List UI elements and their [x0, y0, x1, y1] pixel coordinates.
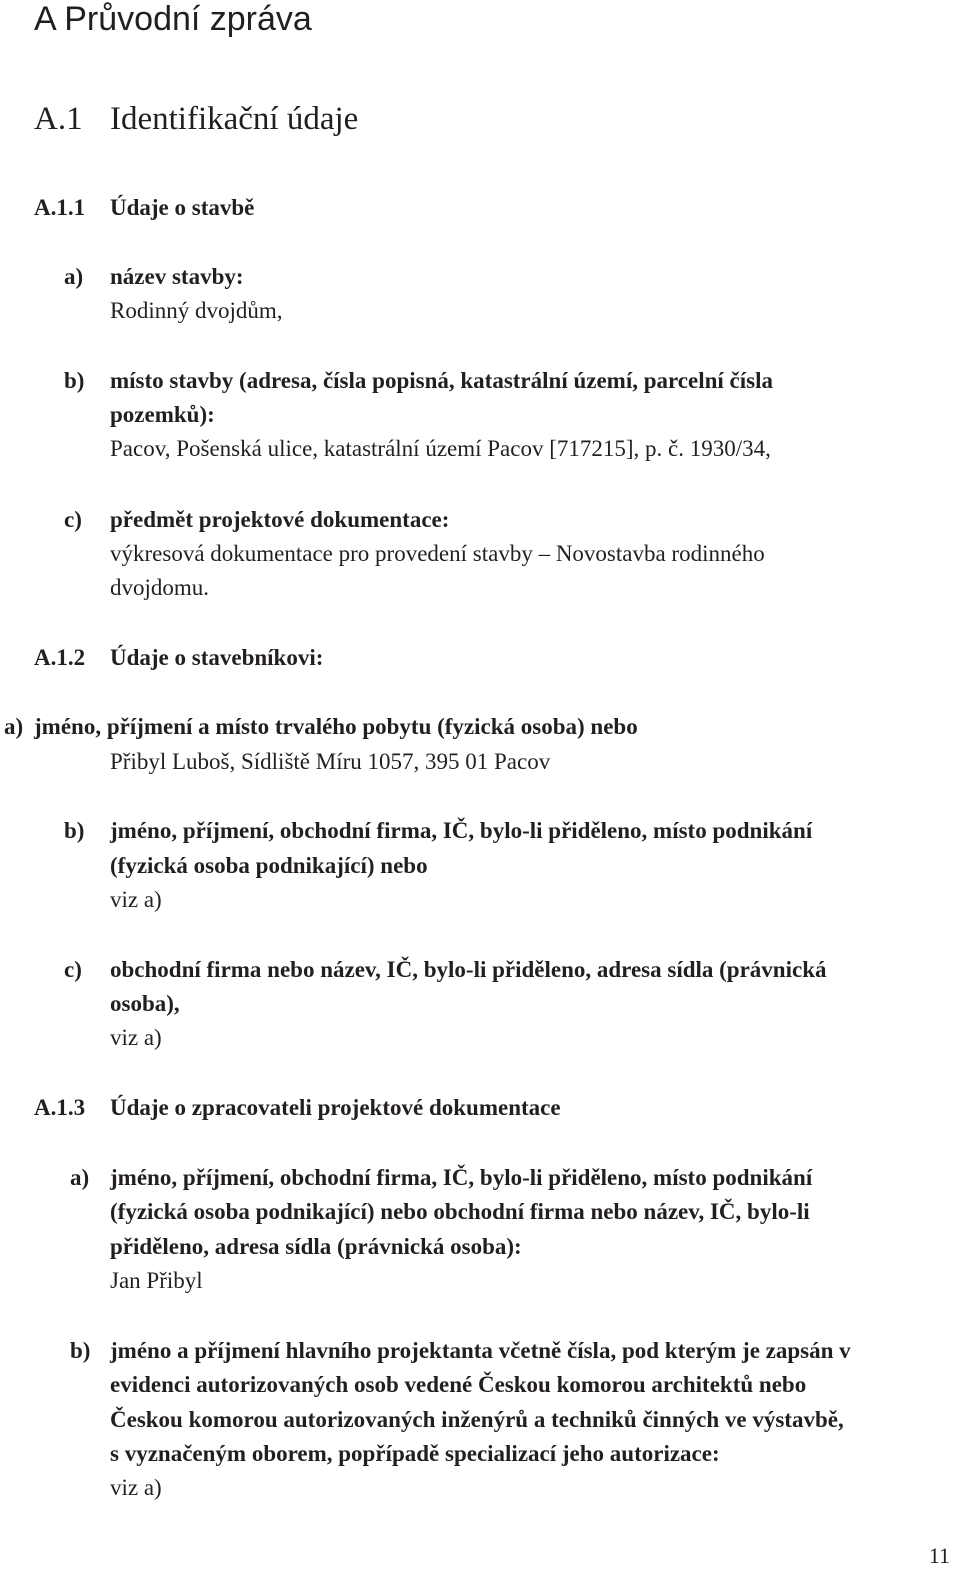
item-label: b) — [64, 368, 85, 393]
item-value: Jan Přibyl — [110, 1268, 203, 1293]
item-label: c) — [64, 957, 82, 982]
item-heading: jméno, příjmení, obchodní firma, IČ, bylo-li přiděleno, místo podnikání — [110, 818, 813, 843]
item-heading: (fyzická osoba podnikající) nebo — [110, 853, 428, 878]
item-label: b) — [64, 818, 85, 843]
item-value: Pacov, Pošenská ulice, katastrální území Pacov [717215], p. č. 1930/34, — [110, 436, 771, 461]
item-value: Rodinný dvojdům, — [110, 298, 283, 323]
item-heading: jméno a příjmení hlavního projektanta včetně čísla, pod kterým je zapsán v — [110, 1338, 851, 1363]
subsection-title: Údaje o zpracovateli projektové dokumentace — [110, 1095, 561, 1120]
item-value: výkresová dokumentace pro provedení stavby – Novostavba rodinného — [110, 541, 765, 566]
subsection-number: A.1.1 — [34, 195, 86, 220]
item-heading: obchodní firma nebo název, IČ, bylo-li přiděleno, adresa sídla (právnická — [110, 957, 827, 982]
page-title: A Průvodní zpráva — [34, 0, 312, 38]
item-heading: s vyznačeným oborem, popřípadě specializací jeho autorizace: — [110, 1441, 720, 1466]
page-number: 11 — [928, 1543, 950, 1568]
item-heading: osoba), — [110, 991, 180, 1016]
item-value: dvojdomu. — [110, 575, 210, 600]
subsection-number: A.1.2 — [34, 645, 86, 670]
subsection-title: Údaje o stavebníkovi: — [110, 645, 324, 670]
item-heading: přiděleno, adresa sídla (právnická osoba): — [110, 1234, 522, 1259]
item-label: b) — [70, 1338, 91, 1363]
subsection-title: Údaje o stavbě — [110, 195, 255, 220]
item-value: Přibyl Luboš, Sídliště Míru 1057, 395 01 Pacov — [110, 749, 551, 774]
item-heading: (fyzická osoba podnikající) nebo obchodní firma nebo název, IČ, bylo-li — [110, 1199, 810, 1224]
item-heading: Českou komorou autorizovaných inženýrů a techniků činných ve výstavbě, — [110, 1407, 844, 1432]
item-label: a) — [70, 1165, 90, 1190]
item-heading: pozemků): — [110, 402, 215, 427]
item-value: viz a) — [110, 887, 162, 912]
item-value: viz a) — [110, 1025, 162, 1050]
item-heading: místo stavby (adresa, čísla popisná, katastrální území, parcelní čísla — [110, 368, 773, 393]
item-heading: evidenci autorizovaných osob vedené Českou komorou architektů nebo — [110, 1372, 807, 1397]
item-heading: jméno, příjmení a místo trvalého pobytu (fyzická osoba) nebo — [34, 714, 638, 739]
section-title: Identifikační údaje — [110, 101, 359, 137]
item-heading: předmět projektové dokumentace: — [110, 507, 450, 532]
item-heading: název stavby: — [110, 264, 244, 289]
subsection-number: A.1.3 — [34, 1095, 86, 1120]
item-label: a) — [4, 714, 24, 739]
item-value: viz a) — [110, 1475, 162, 1500]
item-heading: jméno, příjmení, obchodní firma, IČ, bylo-li přiděleno, místo podnikání — [110, 1165, 813, 1190]
item-label: c) — [64, 507, 82, 532]
item-label: a) — [64, 264, 84, 289]
section-number: A.1 — [34, 101, 83, 137]
